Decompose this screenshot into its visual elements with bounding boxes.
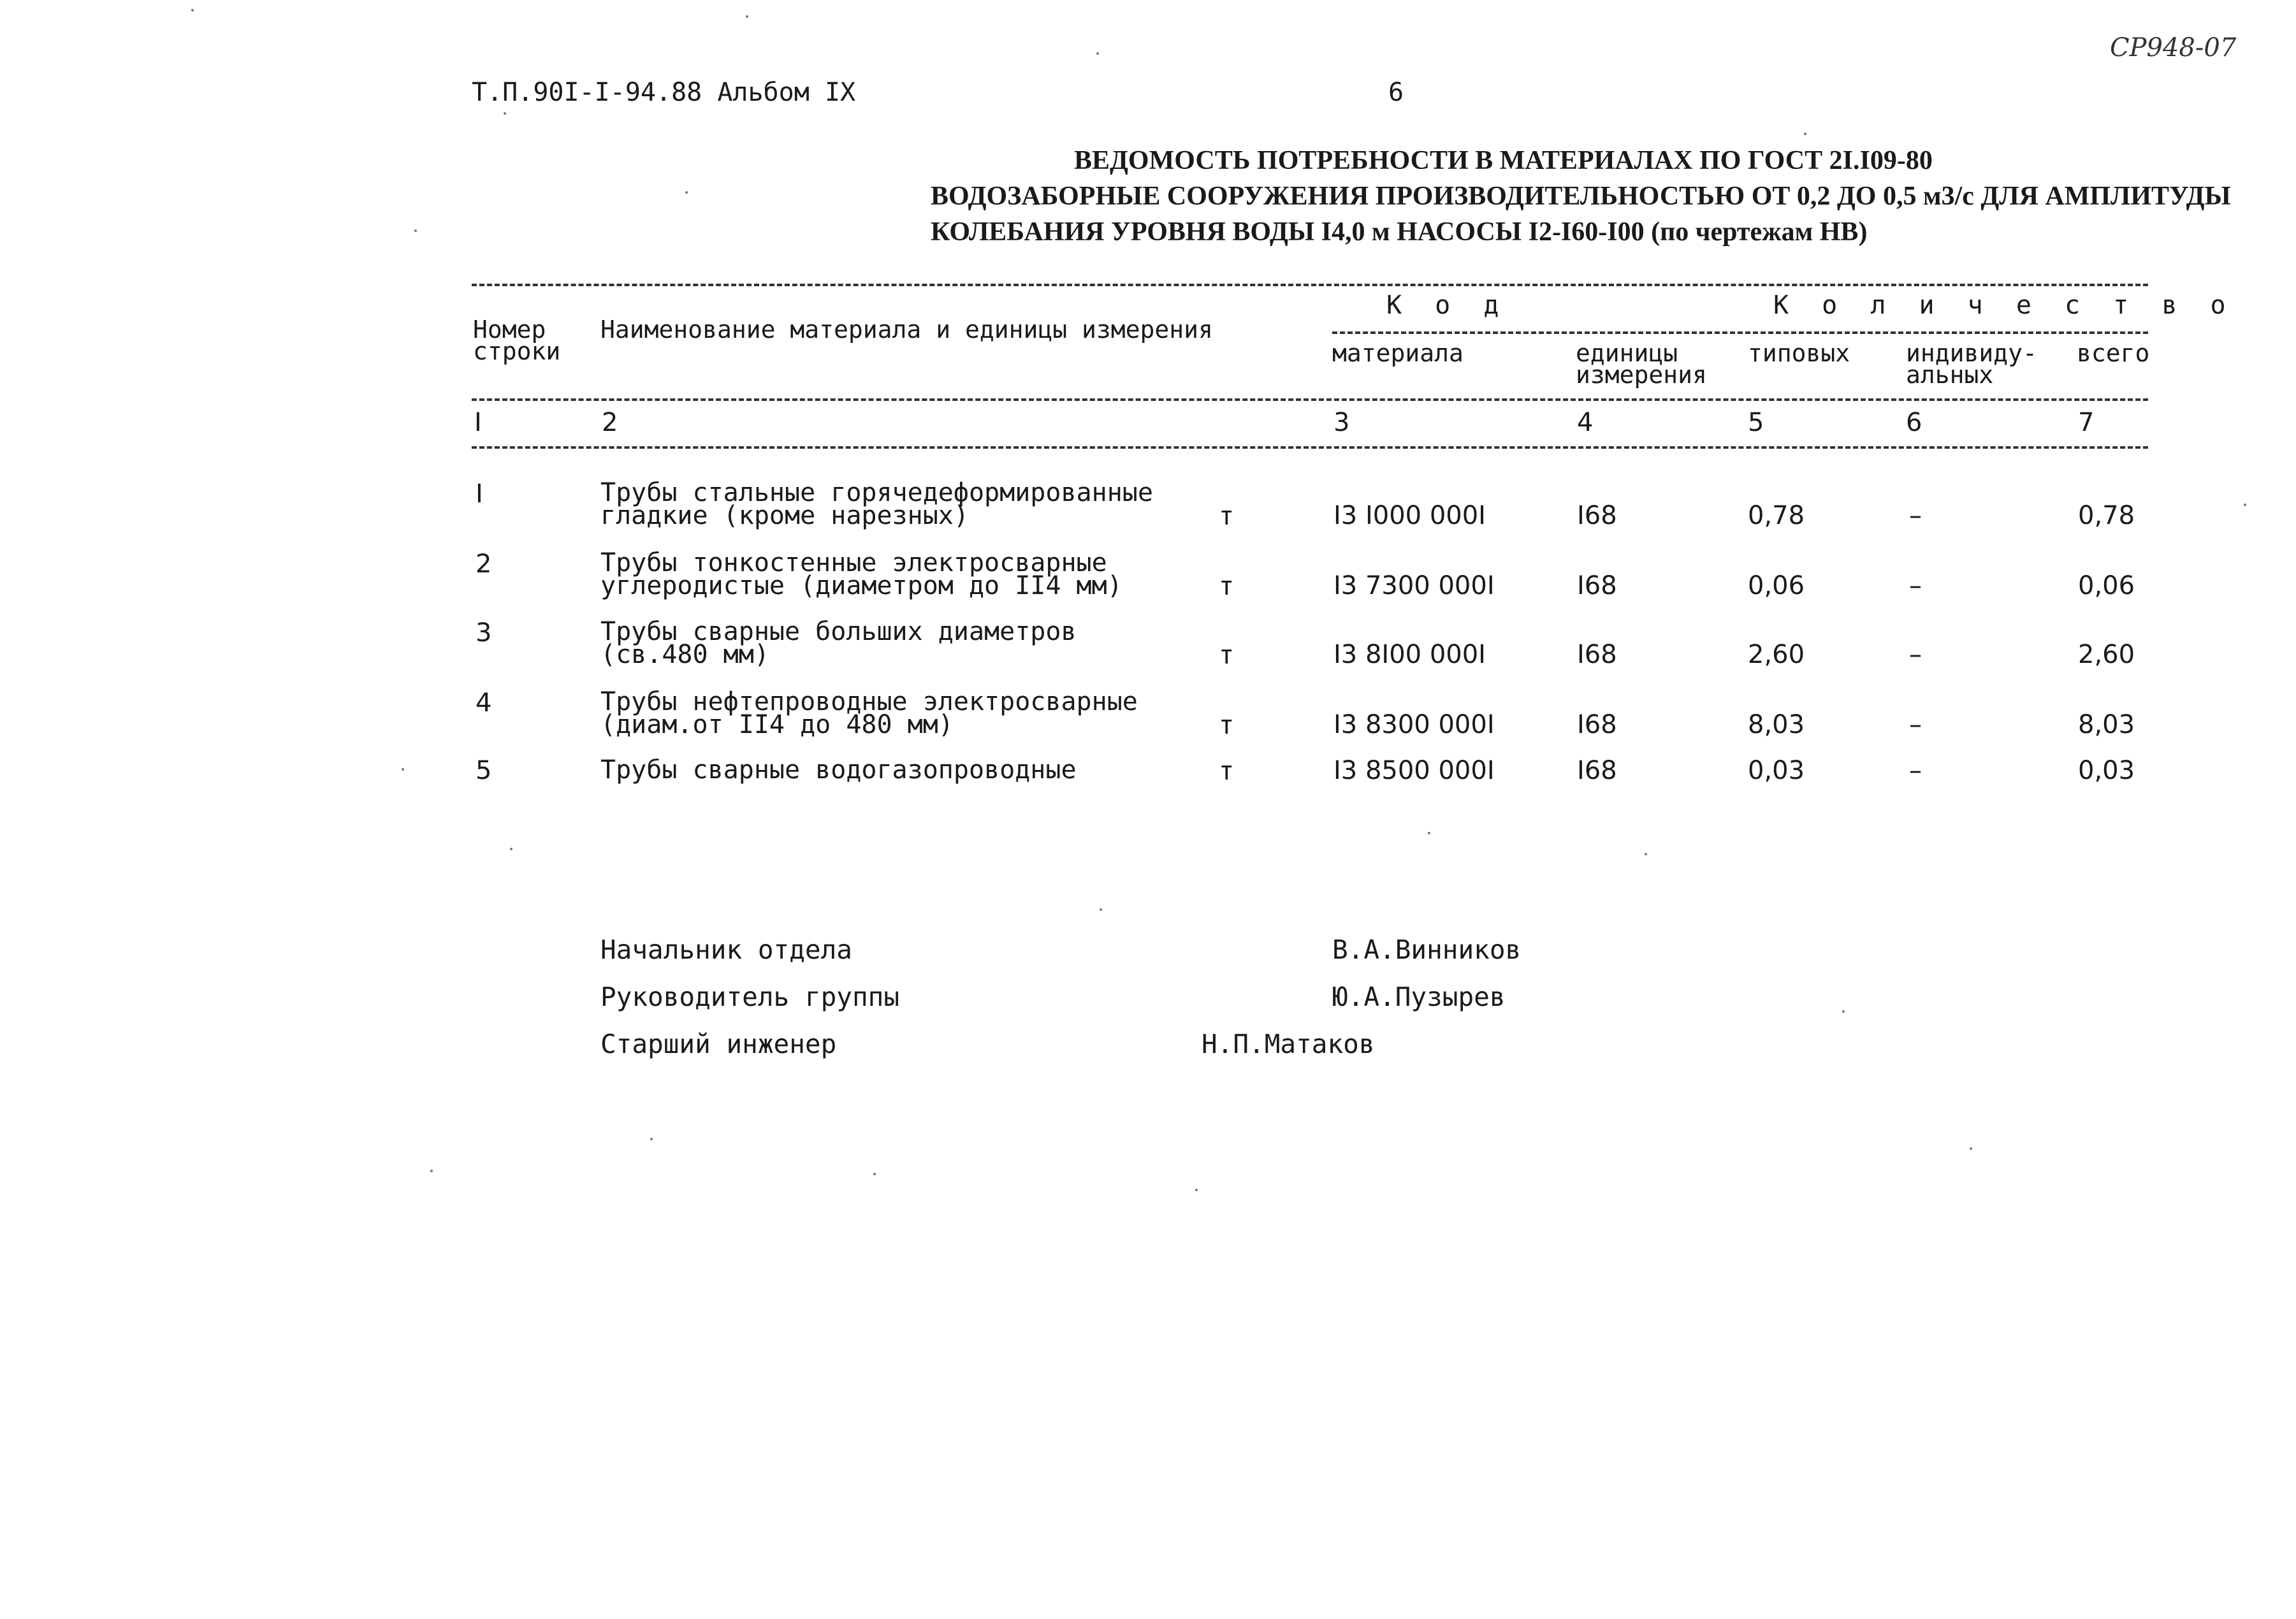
row-3-unit: т (1219, 641, 1235, 670)
header-row-no: Номер строки (473, 316, 561, 365)
column-number-4: 4 (1577, 408, 1594, 437)
column-number-6: 6 (1906, 408, 1922, 437)
column-number-rule (472, 446, 2148, 449)
scan-speck (1428, 832, 1430, 834)
header-material-name: Наименование материала и единицы измерения (600, 316, 1213, 344)
scan-speck (1970, 1147, 1972, 1150)
row-5-qty-individual: – (1909, 756, 1922, 785)
row-2-unit: т (1219, 572, 1235, 601)
row-2-material-name: Трубы тонкостенные электросварные углеродистые (диаметром до II4 мм) (600, 548, 1123, 600)
signature-role-group-lead: Руководитель группы (600, 982, 899, 1012)
header-code-material: материала (1332, 339, 1464, 367)
row-5-material-code: I3 8500 000I (1333, 756, 1495, 785)
header-code-unit: единицы измерения (1576, 339, 1707, 389)
row-4-qty-total: 8,03 (2078, 710, 2135, 739)
column-number-2: 2 (602, 408, 618, 437)
row-3-number: 3 (476, 618, 492, 648)
row-2-qty-individual: – (1909, 571, 1922, 600)
row-1-number: I (476, 479, 483, 509)
row-3-qty-typical: 2,60 (1748, 640, 1805, 669)
header-bottom-rule (472, 398, 2148, 401)
signature-name-head: В.А.Винников (1332, 934, 1522, 965)
row-4-material-name: Трубы нефтепроводные электросварные (диам.от II4 до 480 мм) (600, 687, 1138, 739)
row-4-qty-individual: – (1909, 710, 1922, 739)
signature-name-senior-engineer: Н.П.Матаков (1202, 1029, 1375, 1059)
scan-speck (685, 191, 688, 194)
row-3-unit-code: I68 (1577, 640, 1617, 669)
row-2-qty-typical: 0,06 (1748, 571, 1805, 600)
scan-speck (430, 1170, 433, 1172)
row-1-material-name: Трубы стальные горячедеформированные гладкие (кроме нарезных) (600, 478, 1153, 530)
title-line-3: КОЛЕБАНИЯ УРОВНЯ ВОДЫ I4,0 м НАСОСЫ I2-I60-I00 (по чертежам НВ) (931, 217, 1868, 247)
row-4-qty-typical: 8,03 (1748, 710, 1805, 739)
row-2-number: 2 (476, 549, 492, 579)
scan-speck (873, 1173, 876, 1175)
scan-speck (1100, 908, 1102, 911)
row-4-unit: т (1219, 711, 1235, 740)
code-quantity-subrule (1332, 331, 2148, 334)
header-qty-individual: индивиду- альных (1906, 339, 2037, 389)
header-quantity: К о л и ч е с т в о (1773, 291, 2235, 320)
header-code: К о д (1386, 291, 1508, 320)
column-number-1: I (474, 408, 482, 437)
scan-speck (650, 1138, 653, 1140)
scan-speck (504, 112, 506, 115)
row-5-unit: т (1219, 757, 1235, 786)
scan-speck (1804, 133, 1806, 135)
row-5-material-name: Трубы сварные водогазопроводные (600, 755, 1077, 785)
archive-mark: СР948-07 (2110, 33, 2237, 62)
row-2-material-code: I3 7300 000I (1333, 571, 1495, 600)
row-2-unit-code: I68 (1577, 571, 1617, 600)
row-1-qty-typical: 0,78 (1748, 501, 1805, 530)
scan-speck (2244, 504, 2246, 506)
row-3-qty-individual: – (1909, 640, 1922, 669)
row-4-number: 4 (476, 688, 492, 718)
scan-speck (1842, 1010, 1845, 1013)
row-3-material-code: I3 8I00 000I (1333, 640, 1486, 669)
signature-role-senior-engineer: Старший инженер (600, 1029, 837, 1059)
row-5-unit-code: I68 (1577, 756, 1617, 785)
row-1-qty-total: 0,78 (2078, 501, 2135, 530)
row-4-material-code: I3 8300 000I (1333, 710, 1495, 739)
column-number-3: 3 (1333, 408, 1350, 437)
scan-speck (1645, 853, 1647, 855)
row-5-qty-typical: 0,03 (1748, 756, 1805, 785)
column-number-5: 5 (1748, 408, 1764, 437)
scan-speck (746, 15, 748, 18)
header-qty-typical: типовых (1748, 339, 1850, 367)
header-qty-total: всего (2077, 339, 2150, 367)
row-1-unit: т (1219, 502, 1235, 531)
page-number: 6 (1388, 78, 1404, 107)
table-top-rule (472, 284, 2148, 286)
row-1-material-code: I3 I000 000I (1333, 501, 1486, 530)
column-number-7: 7 (2078, 408, 2095, 437)
scan-speck (510, 848, 512, 850)
row-5-qty-total: 0,03 (2078, 756, 2135, 785)
document-reference: Т.П.90I-I-94.88 Альбом IX (472, 78, 856, 107)
row-4-unit-code: I68 (1577, 710, 1617, 739)
scan-speck (191, 9, 194, 11)
row-1-unit-code: I68 (1577, 501, 1617, 530)
row-2-qty-total: 0,06 (2078, 571, 2135, 600)
scan-speck (402, 768, 404, 771)
title-line-1: ВЕДОМОСТЬ ПОТРЕБНОСТИ В МАТЕРИАЛАХ ПО ГОСТ 2I.I09-80 (1074, 146, 1933, 175)
row-1-qty-individual: – (1909, 501, 1922, 530)
signature-role-head: Начальник отдела (600, 934, 852, 965)
scan-speck (414, 229, 417, 232)
row-3-qty-total: 2,60 (2078, 640, 2135, 669)
title-line-2: ВОДОЗАБОРНЫЕ СООРУЖЕНИЯ ПРОИЗВОДИТЕЛЬНОСТЬЮ ОТ 0,2 ДО 0,5 м3/с ДЛЯ АМПЛИТУДЫ (931, 182, 2231, 211)
signature-name-group-lead: Ю.А.Пузырев (1332, 982, 1506, 1012)
row-5-number: 5 (476, 756, 492, 785)
scan-speck (1195, 1189, 1198, 1191)
row-3-material-name: Трубы сварные больших диаметров (св.480 мм) (600, 617, 1077, 669)
scan-speck (1096, 52, 1099, 55)
